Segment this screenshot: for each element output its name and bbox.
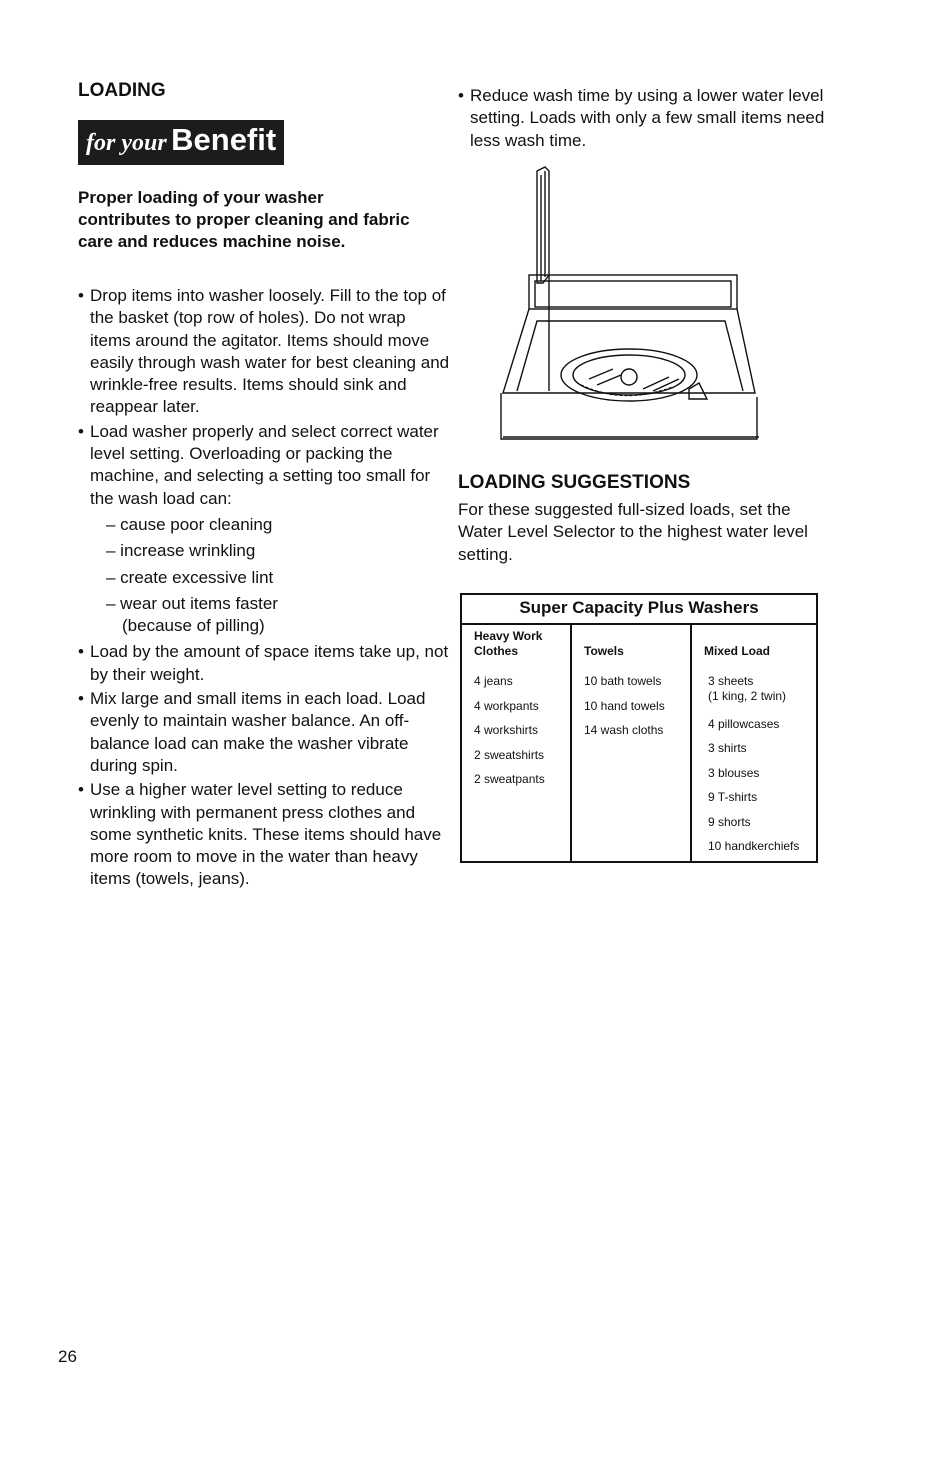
- banner-small-text: for your: [86, 130, 167, 156]
- table-cell: 4 workpants: [474, 698, 539, 713]
- list-item: • Mix large and small items in each load. Load evenly to maintain washer balance. An off-balance load can make the washer vibrate during spin.: [78, 689, 426, 775]
- table-cell: 9 T-shirts: [708, 790, 758, 804]
- dash-item: – create excessive lint: [106, 567, 274, 587]
- table-cell: 2 sweatshirts: [474, 747, 545, 762]
- column-header: Heavy Work Clothes: [474, 629, 543, 658]
- dash-note: (because of pilling): [122, 616, 265, 636]
- list-item: • Reduce wash time by using a lower water level setting. Loads with only a few small items need less wash time.: [458, 86, 825, 150]
- table-cell: 14 wash cloths: [584, 723, 664, 737]
- table-cell: 9 shorts: [708, 814, 751, 829]
- column-header: Mixed Load: [704, 644, 771, 658]
- table-cell: 10 hand towels: [584, 698, 665, 713]
- loading-suggestions-heading: LOADING SUGGESTIONS: [458, 472, 691, 493]
- consequences-list: [106, 514, 450, 637]
- list-item: • Load washer properly and select correct water level setting. Overloading or packing the machine, and selecting a setting too small for the wash load can: – cause poor cleaning – increase wrinkling – create excessive lint – wear out items faster (because of pilling): [78, 421, 450, 638]
- list-item: • Use a higher water level setting to reduce wrinkling with permanent press clothes and some synthetic knits. These items should have more room to move in the water than heavy items (towels, jeans).: [78, 780, 442, 889]
- table-title: Super Capacity Plus Washers: [462, 595, 816, 625]
- table-column-mixed-load: [692, 625, 818, 863]
- dash-item: – cause poor cleaning: [106, 514, 273, 534]
- column-header: Towels: [584, 644, 624, 658]
- right-column: [458, 85, 838, 152]
- table-body: [462, 625, 816, 863]
- table-cell-note: (1 king, 2 twin): [708, 688, 787, 703]
- loading-suggestions-text: For these suggested full-sized loads, set the Water Level Selector to the highest water level setting.: [458, 500, 808, 564]
- list-item: • Drop items into washer loosely. Fill to the top of the basket (top row of holes). Do not wrap items around the agitator. Items should move easily through wash water for best cleaning and wrinkle-free results. Items should sink and reappear later.: [78, 286, 450, 417]
- table-cell: 2 sweatpants: [474, 772, 545, 786]
- section-heading: LOADING: [78, 80, 166, 101]
- dash-item: – wear out items faster (because of pilling): [106, 593, 278, 636]
- for-your-benefit-logo: [78, 120, 284, 165]
- list-item: • Load by the amount of space items take up, not by their weight.: [78, 642, 449, 684]
- load-suggestions-table: [460, 593, 818, 863]
- washer-illustration-icon: [493, 165, 765, 443]
- intro-text: Proper loading of your washer contributes to proper cleaning and fabric care and reduces machine noise.: [78, 188, 410, 251]
- table-cell: 3 sheets: [708, 674, 754, 688]
- table-cell: 10 handkerchiefs: [708, 839, 800, 853]
- table-cell: 3 blouses: [708, 765, 760, 780]
- table-cell: 4 pillowcases: [708, 716, 780, 731]
- dash-item: – increase wrinkling: [106, 541, 256, 561]
- banner-big-text: Benefit: [171, 122, 277, 157]
- table-cell: 10 bath towels: [584, 674, 662, 688]
- table-column-towels: [572, 625, 692, 863]
- loading-tips-list: [78, 285, 450, 891]
- table-cell: 3 shirts: [708, 741, 747, 755]
- left-column: [78, 80, 450, 893]
- table-cell: 4 workshirts: [474, 723, 539, 737]
- table-column-heavy-work: [462, 625, 572, 863]
- page-number: 26: [58, 1347, 77, 1366]
- table-cell: 4 jeans: [474, 674, 513, 688]
